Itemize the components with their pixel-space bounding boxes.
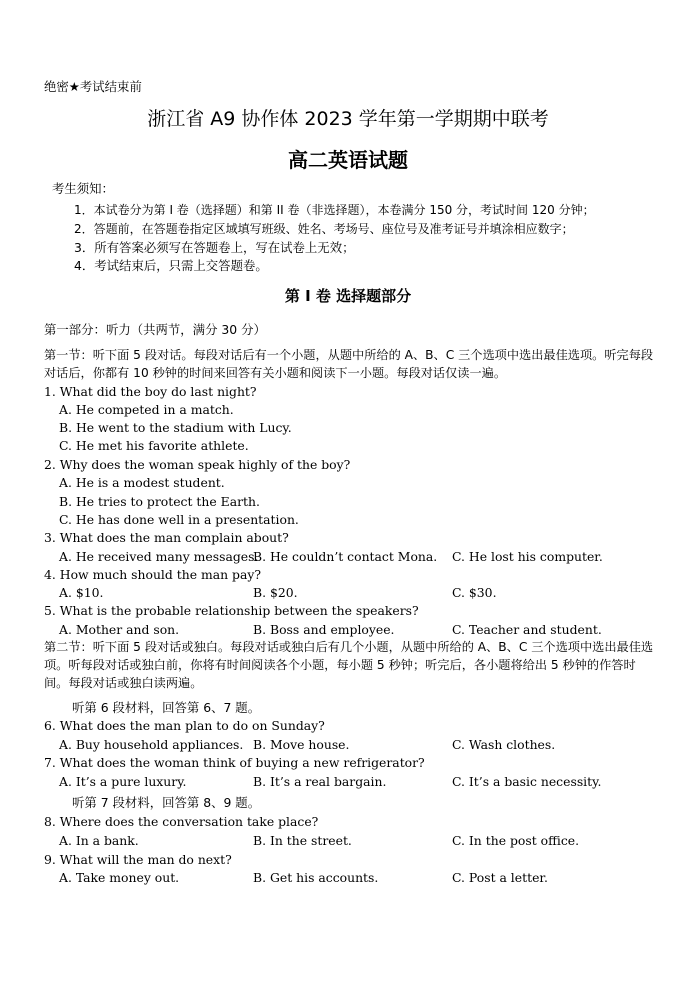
option: A. Buy household appliances. [59, 737, 244, 752]
material-7-note: 听第 7 段材料，回答第 8、9 题。 [72, 795, 261, 810]
option: C. $30. [452, 585, 497, 600]
notice-item: 4．考试结束后，只需上交答题卷。 [74, 258, 268, 273]
option: B. Move house. [253, 737, 350, 752]
option: C. It’s a basic necessity. [452, 774, 602, 789]
option: A. Take money out. [59, 870, 180, 885]
volume-title: 第 I 卷 选择题部分 [284, 287, 412, 305]
option: A. It’s a pure luxury. [59, 774, 187, 789]
notice-item: 2．答题前，在答题卷指定区域填写班级、姓名、考场号、座位号及准考证号并填涂相应数字； [74, 222, 574, 236]
material-6-note: 听第 6 段材料，回答第 6、7 题。 [72, 700, 261, 715]
question-7: 7. What does the woman think of buying a new refrigerator? [44, 755, 425, 770]
option: B. He couldn’t contact Mona. [253, 549, 438, 564]
question-8: 8. Where does the conversation take place? [44, 814, 319, 829]
notice-item: 1．本试卷分为第 I 卷（选择题）和第 II 卷（非选择题），本卷满分 150 分，考试时间 120 分钟； [74, 203, 595, 217]
question-6: 6. What does the man plan to do on Sunday? [44, 718, 325, 733]
option: A. $10. [59, 585, 104, 600]
option: A. In a bank. [59, 833, 139, 848]
question-3: 3. What does the man complain about? [44, 530, 289, 545]
question-2: 2. Why does the woman speak highly of the boy? [44, 457, 351, 472]
question-4: 4. How much should the man pay? [44, 567, 262, 582]
confidential-label: 绝密★考试结束前 [44, 79, 142, 94]
option: B. He went to the stadium with Lucy. [59, 420, 292, 435]
option: A. He received many messages. [59, 549, 259, 564]
option: C. He lost his computer. [452, 549, 603, 564]
option: C. Wash clothes. [452, 737, 556, 752]
option: B. It’s a real bargain. [253, 774, 387, 789]
exam-subtitle: 高二英语试题 [288, 148, 408, 172]
exam-title: 浙江省 A9 协作体 2023 学年第一学期期中联考 [147, 108, 549, 130]
option: B. In the street. [253, 833, 352, 848]
option: B. Boss and employee. [253, 622, 395, 637]
question-1: 1. What did the boy do last night? [44, 384, 257, 399]
question-5: 5. What is the probable relationship between the speakers? [44, 603, 419, 618]
option: B. He tries to protect the Earth. [59, 494, 260, 509]
question-9: 9. What will the man do next? [44, 852, 232, 867]
option: A. He competed in a match. [59, 402, 234, 417]
option: C. In the post office. [452, 833, 580, 848]
section2-instructions: 第二节：听下面 5 段对话或独白。每段对话或独白后有几个小题，从题中所给的 A、B、C 三个选项中选出最佳选项。听每段对话或独白前，你将有时间阅读各个小题，每小题 5 秒钟；听完后，各小题将给出 5 秒钟的作答时间。每段对话或独白读两遍。 [44, 640, 654, 690]
option: A. He is a modest student. [59, 475, 225, 490]
option: B. Get his accounts. [253, 870, 379, 885]
part1-heading: 第一部分：听力（共两节，满分 30 分） [44, 322, 266, 337]
option: B. $20. [253, 585, 298, 600]
option: C. Teacher and student. [452, 622, 602, 637]
notice-heading: 考生须知： [52, 181, 114, 196]
option: C. Post a letter. [452, 870, 548, 885]
option: A. Mother and son. [59, 622, 180, 637]
option: C. He has done well in a presentation. [59, 512, 299, 527]
notice-item: 3．所有答案必须写在答题卷上，写在试卷上无效； [74, 240, 355, 255]
option: C. He met his favorite athlete. [59, 438, 249, 453]
section1-instructions: 第一节：听下面 5 段对话。每段对话后有一个小题，从题中所给的 A、B、C 三个选项中选出最佳选项。听完每段对话后，你都有 10 秒钟的时间来回答有关小题和阅读下一小题。每段对话仅读一遍。 [44, 348, 654, 380]
